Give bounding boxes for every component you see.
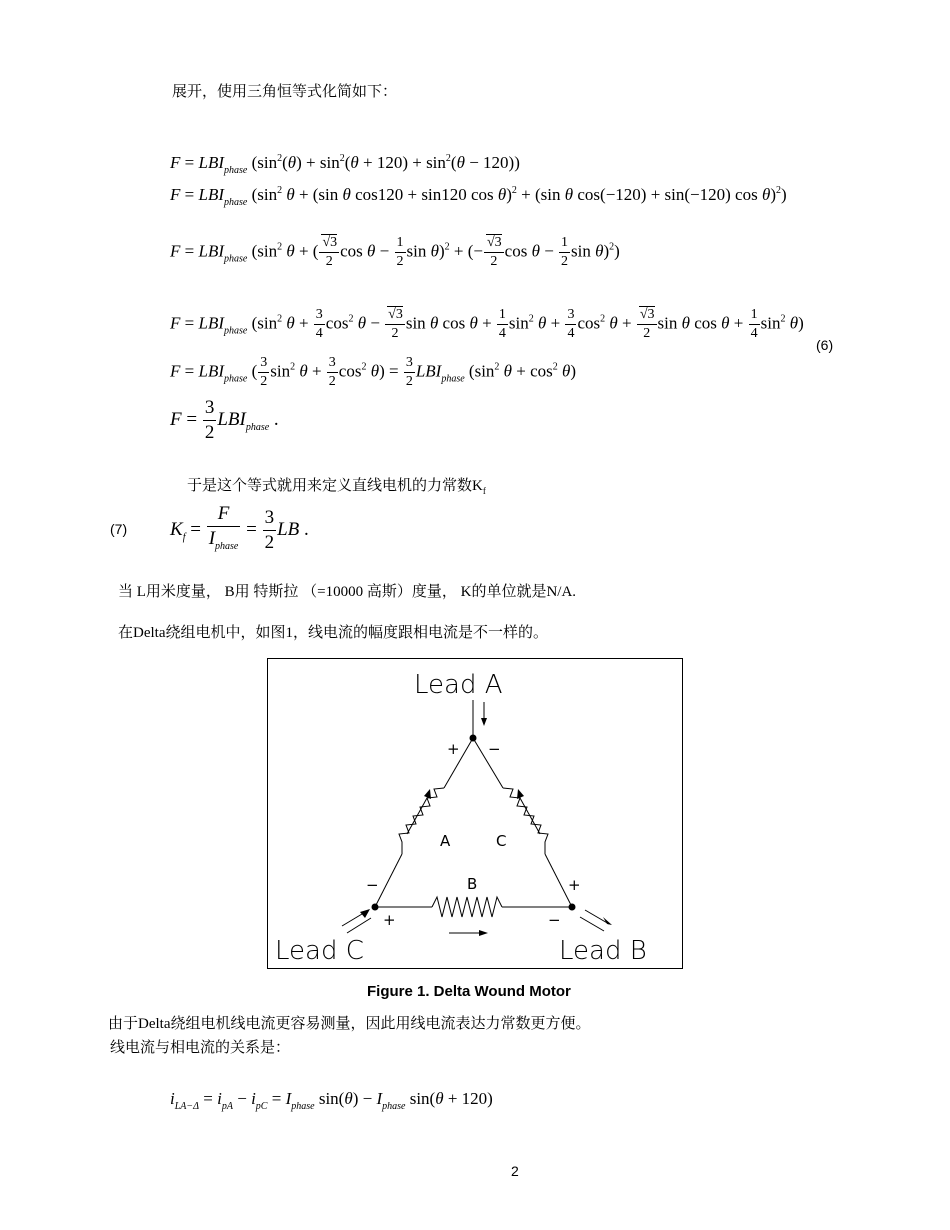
figure-border <box>268 659 683 969</box>
winding-a-label: A <box>440 832 451 850</box>
node-b <box>569 904 576 911</box>
node-a <box>470 735 477 742</box>
equation-number-7: (7) <box>110 521 128 537</box>
polarity-b-plus: + <box>383 911 396 929</box>
equation-line-6: F = $\frac{3}{2}$ $LBI_{phase}$ . <box>170 397 279 443</box>
define-kf-subscript: f <box>482 486 486 496</box>
winding-b-label: B <box>467 875 478 893</box>
define-kf-text: 于是这个等式就用来定义直线电机的力常数K <box>187 478 483 494</box>
equation-line-2: $F = LBI_{phase}$ ($\sin^2$ θ + (sin θ cos120 + sin120 cos θ)$^2$ + (sin θ cos(−120) + sin(−120) cos θ)$^2$) <box>170 185 787 208</box>
lead-a-label: Lead A <box>414 670 503 700</box>
define-kf-paragraph <box>187 474 486 496</box>
lead-b-label: Lead B <box>559 936 647 966</box>
lead-c-label: Lead C <box>275 936 364 966</box>
polarity-a-minus: − <box>366 876 379 894</box>
reason-paragraph: 由于Delta绕组电机线电流更容易测量，因此用线电流表达力常数更方便。 <box>108 1016 591 1032</box>
polarity-c-minus: − <box>488 740 501 758</box>
equation-line-5: $F = LBI_{phase}$ ( $\frac{3}{2}$ $\sin^2 \theta$ + $\frac{3}{2}$ $\cos^2 \theta$) = $\frac{3}{2}$ $LBI_{phase}$ ($\sin^2$ $\theta + \cos^2 \theta$) <box>170 355 577 389</box>
polarity-c-plus: + <box>568 876 581 894</box>
figure-caption: Figure 1. Delta Wound Motor <box>367 983 571 1000</box>
equation-line-4: $F = LBI_{phase}$ ($\sin^2$ θ + $\frac{3}{4}$ $\cos^2 \theta$ − $\frac{√3}{2}$ sin θ cos θ + $\frac{1}{4}$ $\sin^2 \theta$ + $\frac{3}{4}$ $\cos^2 \theta$ + $\frac{√3}{2}$ sin θ cos θ + $\frac{1}{4}$ $\sin^2 \theta$) <box>170 307 804 341</box>
page-number: 2 <box>511 1163 519 1179</box>
relation-paragraph: 线电流与相电流的关系是： <box>110 1040 291 1056</box>
equation-line-current: $i_{LA-\Delta} = i_{pA} - i_{pC} = I_{phase}$ $\sin(\theta) - I_{phase}$ sin(θ + 120) <box>170 1089 493 1112</box>
intro-paragraph: 展开，使用三角恒等式化简如下： <box>172 84 398 100</box>
polarity-b-minus: − <box>548 911 561 929</box>
units-paragraph: 当 L用米度量， B用 特斯拉 （=10000 高斯）度量， K的单位就是N/A. <box>118 584 577 600</box>
node-c <box>372 904 379 911</box>
delta-note-paragraph: 在Delta绕组电机中，如图1，线电流的幅度跟相电流是不一样的。 <box>118 625 548 641</box>
equation-line-3: $F = LBI_{phase}$ ($\sin^2$ θ + ( $\frac{√3}{2}$ cos θ − $\frac{1}{2}$ sin θ)$^2$ + (− $\frac{√3}{2}$ cos θ − $\frac{1}{2}$ sin θ)$^2$) <box>170 235 620 269</box>
equation-number-6: (6) <box>816 337 834 353</box>
equation-line-1: $F = LBI_{phase}$ $(\sin^2(\theta) + \sin^2(\theta + 120) + \sin^2(\theta - 120))$ <box>170 153 520 176</box>
delta-wound-motor-figure <box>267 658 683 969</box>
equation-kf: $K_f$ = $\frac{F}{I_{phase}}$ = $\frac{3}{2}$ LB . <box>170 503 309 553</box>
polarity-a-plus: + <box>447 740 460 758</box>
winding-c-label: C <box>496 832 507 850</box>
